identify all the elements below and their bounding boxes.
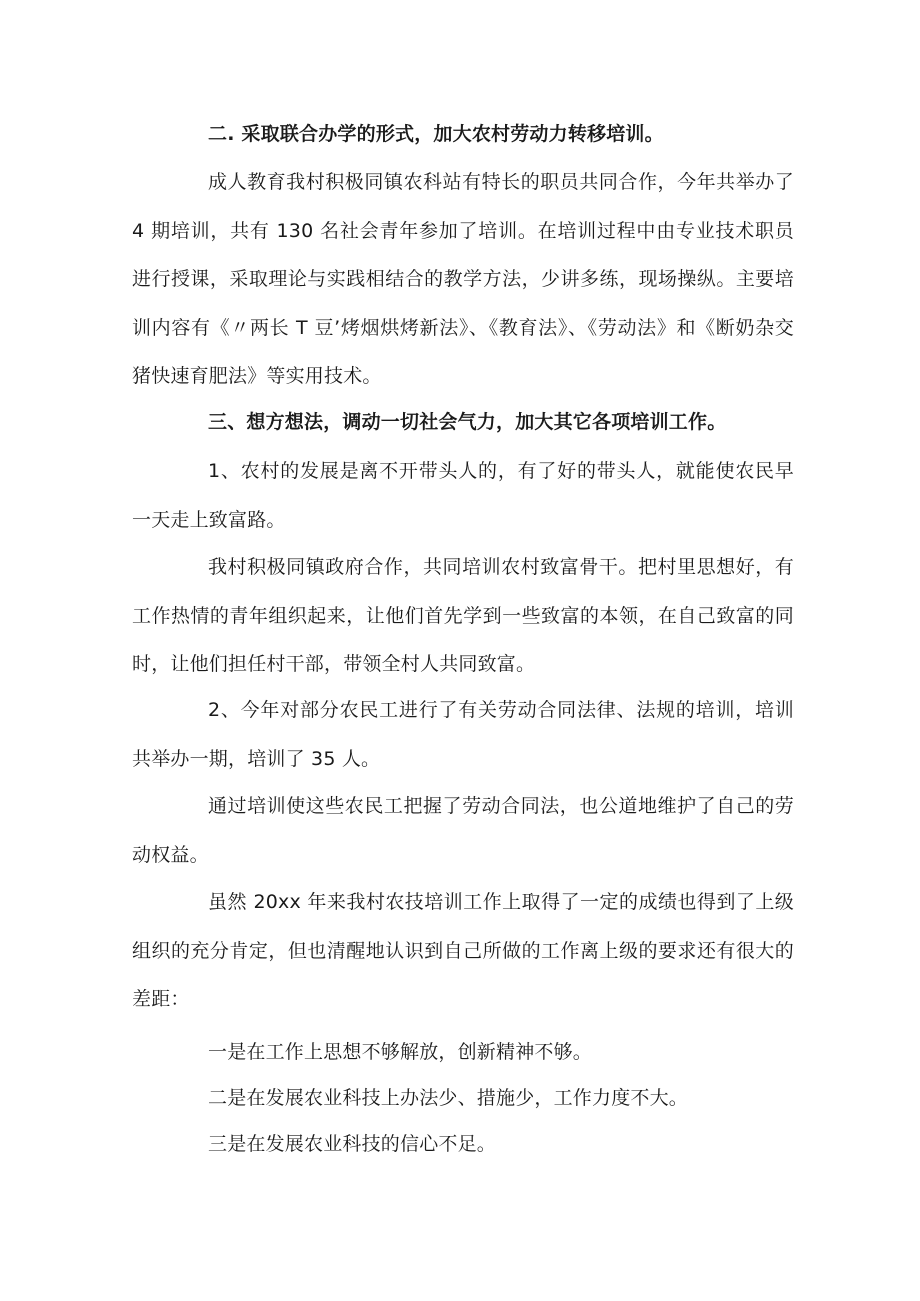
list-item-gap-2: 二是在发展农业科技上办法少、措施少，工作力度不大。 <box>208 1087 689 1109</box>
paragraph-government-cooperation: 我村积极同镇政府合作，共同培训农村致富骨干。把村里思想好，有工作热情的青年组织起来，让他们首先学到一些致富的本领，在自己致富的同时，让他们担任村干部，带领全村人共同致富。 <box>132 556 794 675</box>
list-item-gap-1: 一是在工作上思想不够解放，创新精神不够。 <box>208 1041 593 1063</box>
paragraph-labor-rights: 通过培训使这些农民工把握了劳动合同法，也公道地维护了自己的劳动权益。 <box>132 795 794 866</box>
list-item-gap-3: 三是在发展农业科技的信心不足。 <box>208 1133 497 1155</box>
paragraph-item-2: 2、今年对部分农民工进行了有关劳动合同法律、法规的培训，培训共举办一期，培训了 35 人。 <box>132 699 794 770</box>
paragraph-summary: 虽然 20xx 年来我村农技培训工作上取得了一定的成绩也得到了上级组织的充分肯定，但也清醒地认识到自己所做的工作离上级的要求还有很大的差距： <box>132 891 794 1010</box>
paragraph-item-1: 1、农村的发展是离不开带头人的，有了好的带头人，就能使农民早一天走上致富路。 <box>132 460 794 531</box>
section-heading-2: 二. 采取联合办学的形式，加大农村劳动力转移培训。 <box>208 123 664 145</box>
paragraph-training-sessions: 成人教育我村积极同镇农科站有特长的职员共同合作，今年共举办了 4 期培训，共有 130 名社会青年参加了培训。在培训过程中由专业技术职员进行授课，采取理论与实践相结合的教学方法，少讲多练，现场操纵。主要培训内容有《〃两长 T 豆’烤烟烘烤新法》、《教育法》、《劳动法》和《断奶杂交猪快速育肥法》等实用技术。 <box>132 171 794 387</box>
section-heading-3: 三、想方想法，调动一切社会气力，加大其它各项培训工作。 <box>208 411 727 433</box>
